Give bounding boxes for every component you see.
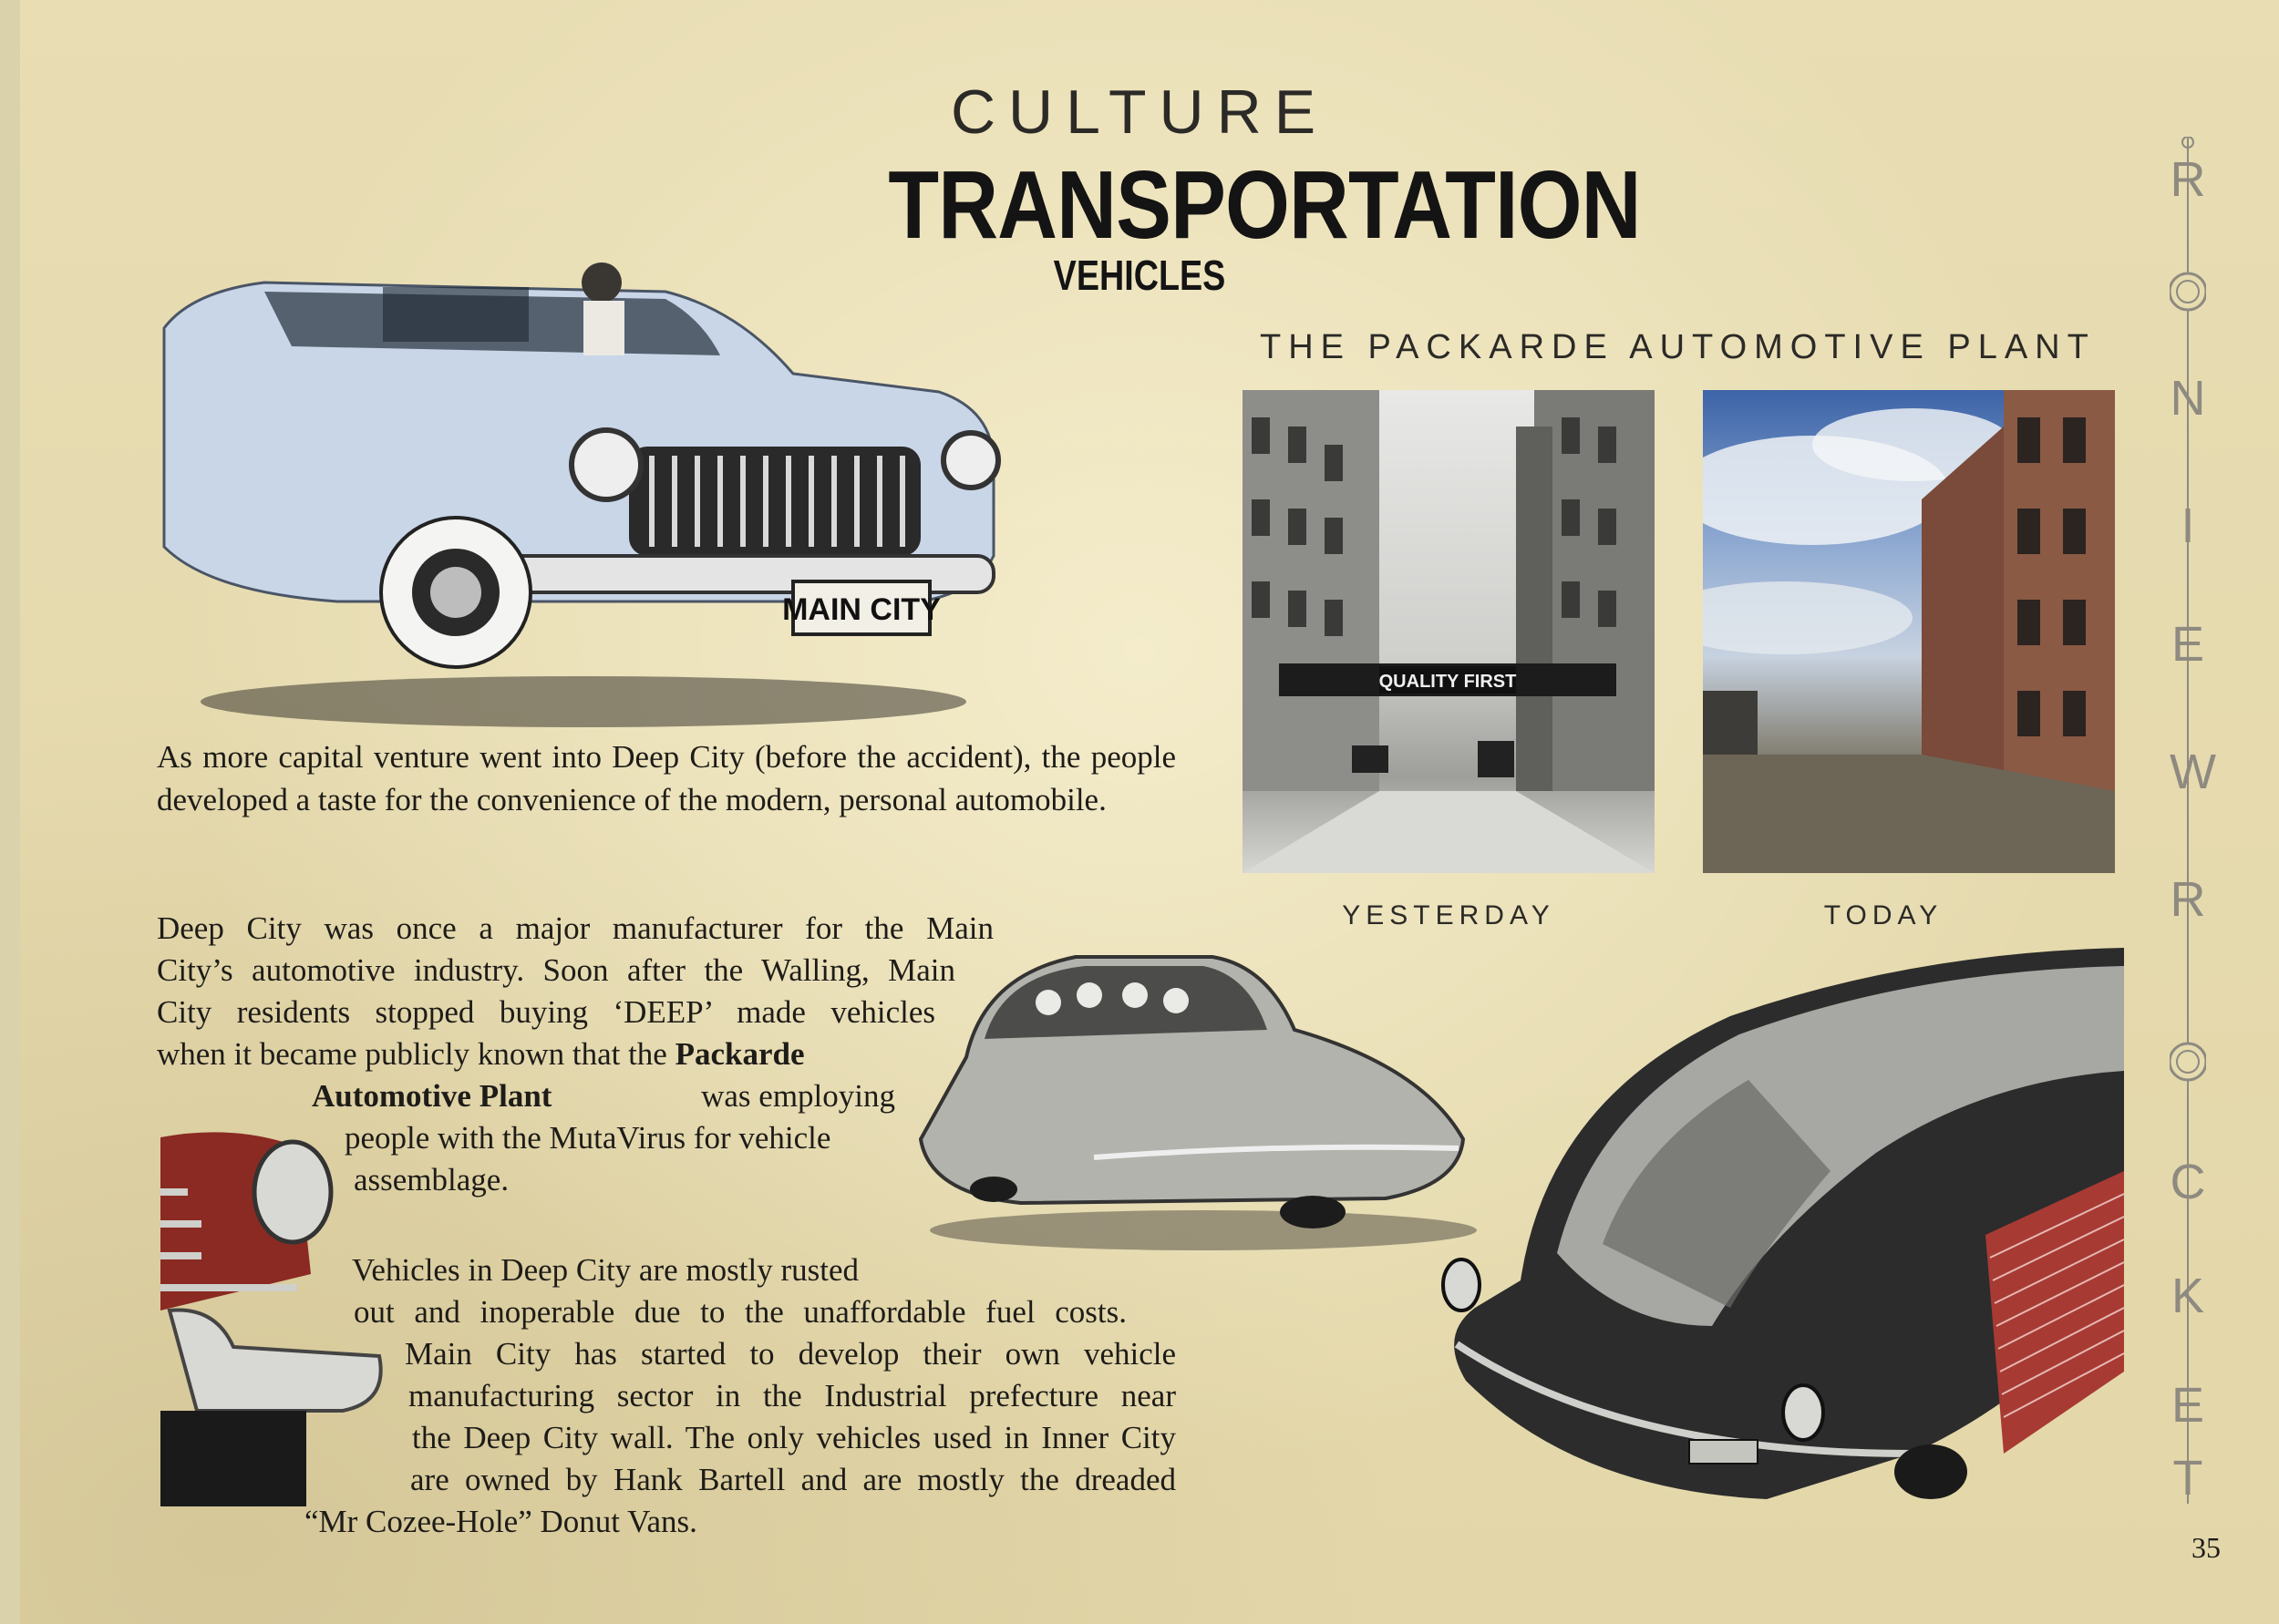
paragraph-2-line — [312, 1075, 895, 1117]
brand-letter: T — [2172, 1451, 2203, 1506]
paragraph-2-text: was employing — [701, 1078, 895, 1114]
license-plate-text: MAIN CITY — [782, 592, 941, 627]
paragraph-3-line: Vehicles in Deep City are mostly rusted — [352, 1252, 859, 1288]
paragraph-2-line: people with the MutaVirus for vehicle — [345, 1120, 831, 1156]
brand-letter: E — [2171, 617, 2205, 672]
caption-today: TODAY — [1823, 900, 1944, 930]
concept-car-illustration — [1439, 943, 2124, 1517]
paragraph-2-line: City residents stopped buying ‘DEEP’ made vehicles — [157, 994, 935, 1030]
brand-letter: I — [2181, 499, 2195, 553]
paragraph-2-line: Deep City was once a major manufacturer for the Main — [157, 910, 994, 946]
paragraph-2-line: assemblage. — [354, 1162, 510, 1197]
photo-today — [1703, 390, 2115, 873]
vintage-sedan-illustration — [155, 255, 1003, 729]
paragraph-intro: As more capital venture went into Deep City (before the accident), the people developed a taste for the convenience of the modern, personal automobile. — [157, 739, 1176, 817]
page-number: 35 — [2191, 1531, 2221, 1564]
paragraph-3-line: are owned by Hank Bartell and are mostly the dreaded — [410, 1462, 1176, 1497]
paragraph-3-line: Main City has started to develop their own vehicle — [405, 1336, 1176, 1372]
brand-letter: N — [2170, 371, 2206, 426]
brand-letter: K — [2171, 1269, 2205, 1323]
paragraph-3-line: the Deep City wall. The only vehicles used in Inner City — [412, 1420, 1176, 1455]
brand-letter: R — [2170, 152, 2206, 207]
paragraph-3-line: manufacturing sector in the Industrial prefecture near — [408, 1378, 1176, 1413]
page-edge — [0, 0, 20, 1624]
page-title: TRANSPORTATION — [888, 151, 1641, 259]
paragraph-2-text: when it became publicly known that the — [157, 1036, 667, 1072]
brand-letter: C — [2170, 1155, 2206, 1209]
brand-letter: R — [2170, 872, 2206, 927]
section-kicker: CULTURE — [950, 77, 1329, 147]
plant-heading: THE PACKARDE AUTOMOTIVE PLANT — [1260, 328, 2096, 366]
caption-yesterday: YESTERDAY — [1342, 900, 1555, 930]
paragraph-3-line: out and inoperable due to the unaffordable fuel costs. — [354, 1294, 1127, 1330]
quality-first-sign: QUALITY FIRST — [1378, 672, 1517, 692]
paragraph-2-line: City’s automotive industry. Soon after the Walling, Main — [157, 952, 955, 988]
side-brand — [2170, 137, 2216, 1506]
plant-name-bold: Automotive Plant — [312, 1078, 552, 1114]
bubble-car-illustration — [912, 939, 1477, 1258]
plant-name-bold: Packarde — [675, 1036, 805, 1072]
photo-yesterday — [1243, 390, 1655, 873]
brand-letter: E — [2171, 1378, 2205, 1433]
paragraph-2-line — [157, 1033, 805, 1075]
brand-letter: W — [2170, 745, 2216, 799]
paragraph-3-line: “Mr Cozee-Hole” Donut Vans. — [304, 1504, 697, 1539]
page-subtitle: VEHICLES — [1053, 252, 1226, 299]
